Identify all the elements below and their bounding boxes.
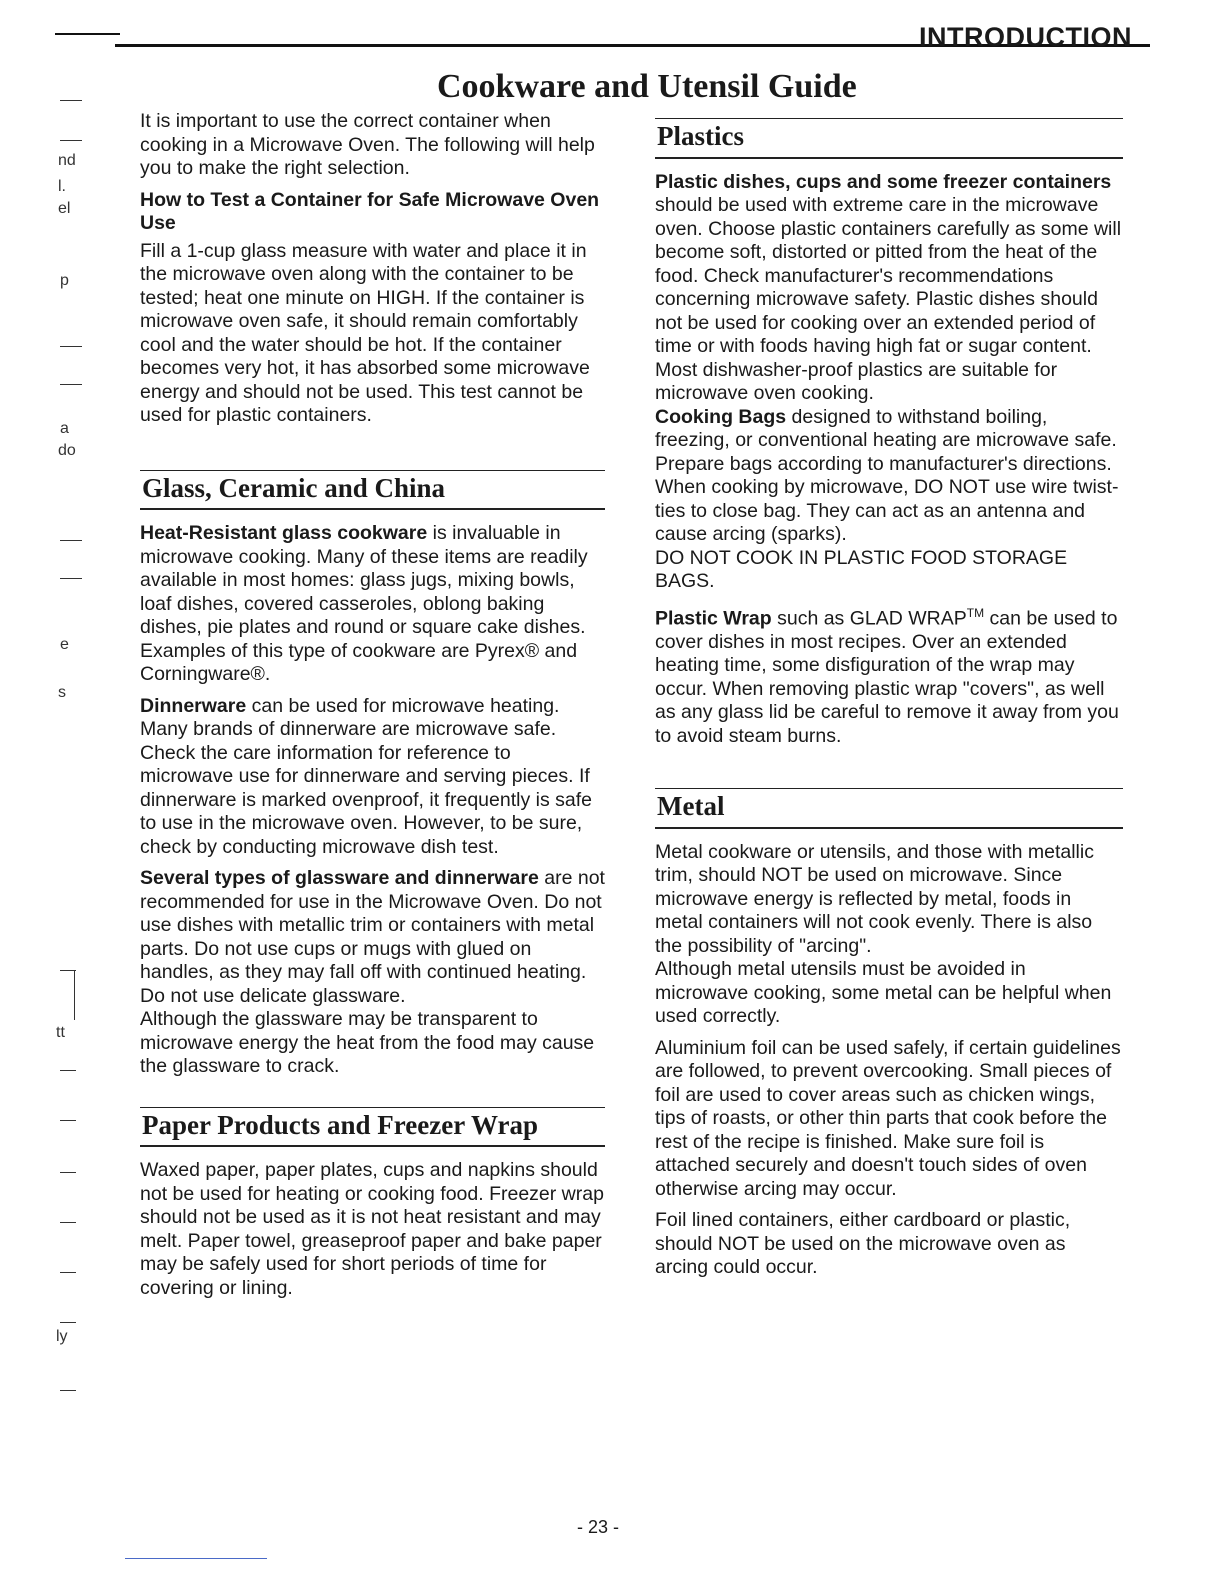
paper-heading: Paper Products and Freezer Wrap (142, 1109, 538, 1140)
margin-rule (60, 540, 82, 541)
paper-section-heading (140, 1107, 605, 1148)
plastics-line-storage: DO NOT COOK IN PLASTIC FOOD STORAGE BAGS. (655, 546, 1068, 592)
margin-rule (60, 1172, 76, 1173)
margin-rule (60, 100, 82, 101)
glass-paragraph-2 (140, 695, 605, 860)
plastics-bold-3: Plastic Wrap (655, 607, 772, 629)
margin-fragment: p (60, 272, 69, 289)
test-heading: How to Test a Container for Safe Microwave Oven Use (140, 188, 600, 234)
margin-fragment: e (60, 636, 69, 653)
plastics-bold-1: Plastic dishes, cups and some freezer containers (655, 170, 1112, 193)
metal-heading: Metal (657, 791, 725, 821)
glass-text-1: is invaluable in microwave cooking. Many of these items are readily available in most homes: glass jugs, mixing bowls, loaf dishes, covered casseroles, oblong baking dishes, pie plates and round or square cake dishes. Examples of this type of cookware are Pyrex® and Corningware®. (140, 522, 588, 685)
plastics-paragraph-1 (655, 171, 1123, 359)
margin-rule (60, 578, 82, 579)
right-column (655, 118, 1123, 1288)
margin-rule (60, 1272, 76, 1273)
glass-paragraph-1 (140, 522, 605, 687)
glass-bold-3: Several types of glassware and dinnerware (140, 867, 539, 889)
header-rule-left (55, 33, 120, 35)
glass-section-heading (140, 470, 605, 511)
section-heading: INTRODUCTION (919, 22, 1132, 52)
plastics-paragraph-3 (655, 602, 1123, 749)
plastics-text-3a: such as GLAD WRAP (771, 607, 967, 629)
intro-paragraph: It is important to use the correct container when cooking in a Microwave Oven. The following will help you to make the right selection. (140, 110, 595, 179)
test-paragraph: Fill a 1-cup glass measure with water and place it in the microwave oven along with the container to be tested; heat one minute on HIGH. If the container is microwave oven safe, it should remain comfortably cool and the water should be hot. If the container becomes very hot, it has absorbed some microwave energy and should not be used. This test cannot be used for plastic containers. (140, 239, 590, 426)
glass-heading: Glass, Ceramic and China (142, 472, 446, 503)
metal-paragraph-3: Foil lined containers, either cardboard or plastic, should NOT be used on the microwave oven as arcing could occur. (655, 1209, 1071, 1278)
margin-rule (74, 970, 75, 1020)
margin-rule (60, 1222, 76, 1223)
glass-text-3: are not recommended for use in the Microwave Oven. Do not use dishes with metallic trim or containers with metal parts. Do not use cups or mugs with glued on handles, as they may fall off with continued heating. (140, 867, 605, 983)
bottom-rule (125, 1558, 267, 1559)
margin-fragment: tt (56, 1024, 65, 1041)
glass-bold-1: Heat-Resistant glass cookware (140, 522, 428, 544)
margin-rule (60, 1390, 76, 1391)
margin-rule (60, 1120, 76, 1121)
metal-paragraph-2: Aluminium foil can be used safely, if certain guidelines are followed, to prevent overcooking. Small pieces of foil are used to cover areas such as chicken wings, tips of roasts, or other thin parts that cook before the rest of the recipe is finished. Make sure foil is attached securely and doesn't touch sides of oven otherwise arcing may occur. (655, 1036, 1121, 1200)
margin-rule (60, 1070, 76, 1071)
paper-paragraph: Waxed paper, paper plates, cups and napkins should not be used for heating or cooking food. Freezer wrap should not be used as it is not heat resistant and may melt. Paper towel, greaseproof paper and bake paper may be safely used for short periods of time for covering or lining. (140, 1159, 604, 1299)
glass-text-2: can be used for microwave heating. Many brands of dinnerware are microwave safe. Check the care information for reference to microwave use for dinnerware and serving pieces. If dinnerware is marked ovenproof, it frequently is safe to use in the microwave oven. However, to be sure, check by conducting microwave dish test. (140, 694, 592, 858)
margin-fragment: ly (56, 1328, 68, 1345)
margin-rule (60, 140, 82, 141)
glass-bold-2: Dinnerware (140, 694, 247, 717)
metal-paragraph-1: Metal cookware or utensils, and those with metallic trim, should NOT be used on microwave. Since microwave energy is reflected by metal, foods in metal containers will not cook evenly. There is also the possibility of "arcing". (655, 840, 1094, 957)
plastics-text-1: should be used with extreme care in the microwave oven. Choose plastic containers carefully as some will become soft, distorted or pitted from the heat of the food. Check manufacturer's recommendations concerning microwave safety. Plastic dishes should not be used for cooking over an extended period of time or with foods having high fat or sugar content. (655, 194, 1122, 357)
margin-fragment: l. (58, 178, 66, 195)
plastics-text-2: designed to withstand boiling, freezing, or conventional heating are microwave safe. Prepare bags according to manufacturer's directions. When cooking by microwave, DO NOT use wire twist-ties to close bag. They can act as an antenna and cause arcing (sparks). (655, 405, 1119, 545)
margin-fragment: do (58, 442, 76, 459)
page-title: Cookware and Utensil Guide (437, 68, 857, 105)
trademark-mark: TM (966, 605, 985, 620)
left-column (140, 110, 605, 1308)
plastics-line-dishwasher: Most dishwasher-proof plastics are suitable for microwave oven cooking. (655, 358, 1058, 404)
plastics-text-3b: can be used to cover dishes in most recipes. Over an extended heating time, some disfiguration of the wrap may occur. When removing plastic wrap "covers", as well as any glass lid be careful to remove it away from you to avoid steam burns. (655, 607, 1119, 747)
plastics-section-heading (655, 118, 1123, 159)
metal-section-heading (655, 788, 1123, 829)
glass-line-crack: Although the glassware may be transparent to microwave energy the heat from the food may cause the glassware to crack. (140, 1008, 595, 1077)
margin-fragment: a (60, 420, 69, 437)
plastics-heading: Plastics (657, 121, 744, 151)
margin-fragment: nd (58, 152, 76, 169)
margin-rule (60, 346, 82, 347)
margin-fragment: s (58, 684, 66, 701)
plastics-bold-2: Cooking Bags (655, 405, 787, 428)
glass-paragraph-3 (140, 867, 605, 985)
page-number: - 23 - (577, 1517, 620, 1537)
margin-fragment: el (58, 200, 71, 217)
plastics-paragraph-2 (655, 406, 1123, 547)
glass-line-delicate: Do not use delicate glassware. (140, 984, 406, 1007)
metal-line-helpful: Although metal utensils must be avoided in microwave cooking, some metal can be helpful when used correctly. (655, 958, 1112, 1027)
margin-rule (60, 1322, 76, 1323)
margin-rule (60, 384, 82, 385)
